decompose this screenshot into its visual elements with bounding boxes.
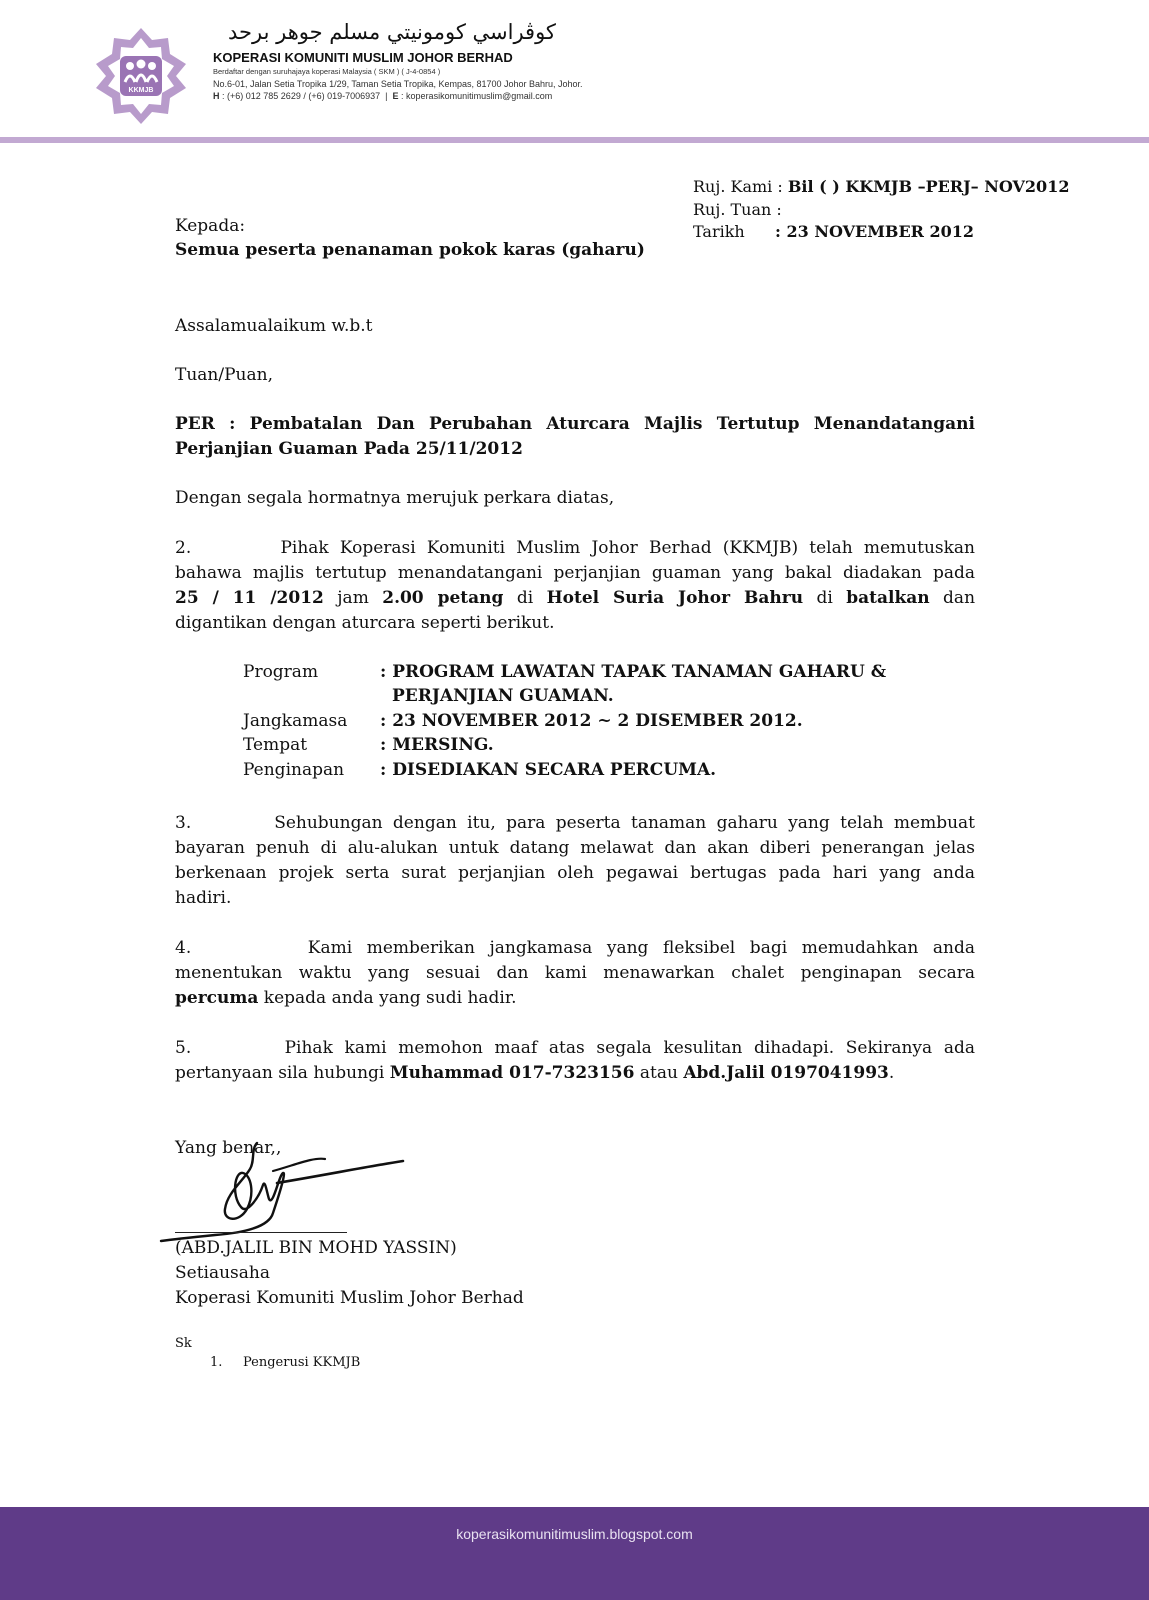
phone-numbers: : (+6) 012 785 2629 / (+6) 019-7006937 xyxy=(222,91,381,101)
meeting-venue: Hotel Suria Johor Bahru xyxy=(546,588,804,608)
para3-line-2: bayaran penuh di alu-alukan untuk datang melawat dan akan diberi penerangan jelas xyxy=(175,838,975,858)
word-di: di xyxy=(516,588,534,608)
svg-text:KKMJB: KKMJB xyxy=(128,87,154,94)
ref-ruj-tuan xyxy=(693,200,782,219)
cc-item-number: 1. xyxy=(210,1355,223,1370)
ruj-kami-value: Bil ( ) KKMJB –PERJ– NOV2012 xyxy=(787,177,1070,196)
email-label: E xyxy=(392,91,399,101)
word-dan: dan xyxy=(943,588,976,608)
tarikh-value: : 23 NOVEMBER 2012 xyxy=(775,222,975,241)
tarikh-label: Tarikh xyxy=(693,222,745,241)
subject-line-1: PER : Pembatalan Dan Perubahan Aturcara Majlis Tertutup Menandatangani xyxy=(175,414,975,434)
word-jam: jam xyxy=(337,588,369,608)
org-name-jawi: كوڤراسي كومونيتي مسلم جوهر برحد xyxy=(228,20,556,44)
signature-line xyxy=(175,1232,347,1233)
contact-line xyxy=(213,91,552,101)
footer-band xyxy=(0,1507,1149,1600)
schedule-value-tempat: : MERSING. xyxy=(380,735,494,755)
header-divider xyxy=(0,137,1149,143)
meeting-time: 2.00 petang xyxy=(382,588,504,608)
ruj-tuan-label: Ruj. Tuan : xyxy=(693,200,782,219)
kkmjb-logo xyxy=(92,26,190,126)
yang-benar: Yang benar,, xyxy=(175,1138,282,1158)
schedule-label-penginapan: Penginapan xyxy=(243,760,345,780)
greeting: Assalamualaikum w.b.t xyxy=(175,316,373,336)
signatory-name: (ABD.JALIL BIN MOHD YASSIN) xyxy=(175,1238,457,1258)
salutation: Tuan/Puan, xyxy=(175,365,273,385)
contact-muhammad: Muhammad 017-7323156 xyxy=(389,1063,635,1083)
percuma-word: percuma xyxy=(175,988,259,1008)
ruj-kami-label: Ruj. Kami : xyxy=(693,177,783,196)
ref-tarikh xyxy=(693,222,975,241)
para3-line-4: hadiri. xyxy=(175,888,232,908)
schedule-label-tempat: Tempat xyxy=(243,735,308,755)
meeting-date: 25 / 11 /2012 xyxy=(175,588,324,608)
schedule-value-program: : PROGRAM LAWATAN TAPAK TANAMAN GAHARU & xyxy=(380,662,887,682)
para4-line-2: menentukan waktu yang sesuai dan kami menawarkan chalet penginapan secara xyxy=(175,963,975,983)
opening-line: Dengan segala hormatnya merujuk perkara diatas, xyxy=(175,488,615,508)
contact-separator: | xyxy=(385,91,388,101)
registration-line: Berdaftar dengan suruhajaya koperasi Malaysia ( SKM ) ( J-4-0854 ) xyxy=(213,67,441,76)
schedule-value-program-2: PERJANJIAN GUAMAN. xyxy=(392,686,614,706)
schedule-value-penginapan: : DISEDIAKAN SECARA PERCUMA. xyxy=(380,760,717,780)
schedule-value-jangkamasa: : 23 NOVEMBER 2012 ~ 2 DISEMBER 2012. xyxy=(380,711,803,731)
contact-abd-jalil: Abd.Jalil 0197041993 xyxy=(683,1063,889,1083)
signatory-title: Setiausaha xyxy=(175,1263,271,1283)
subject-line-2: Perjanjian Guaman Pada 25/11/2012 xyxy=(175,439,523,459)
schedule-label-program: Program xyxy=(243,662,319,682)
address-line: No.6-01, Jalan Setia Tropika 1/29, Taman Setia Tropika, Kempas, 81700 Johor Bahru, Johor. xyxy=(213,79,583,89)
para2-line-1: 2. Pihak Koperasi Komuniti Muslim Johor Berhad (KKMJB) telah memutuskan xyxy=(175,538,975,558)
phone-label: H xyxy=(213,91,220,101)
signature xyxy=(155,1135,415,1245)
para4-line-3 xyxy=(175,986,517,1011)
para2-line-4: digantikan dengan aturcara seperti berikut. xyxy=(175,613,555,633)
para5-period: . xyxy=(888,1063,895,1083)
para2-line-3 xyxy=(175,586,975,611)
para5-line-1: 5. Pihak kami memohon maaf atas segala kesulitan dihadapi. Sekiranya ada xyxy=(175,1038,975,1058)
para5-lead: pertanyaan sila hubungi xyxy=(175,1063,385,1083)
para3-line-1: 3. Sehubungan dengan itu, para peserta tanaman gaharu yang telah membuat xyxy=(175,813,975,833)
para3-line-3: berkenaan projek serta surat perjanjian oleh pegawai bertugas pada hari yang anda xyxy=(175,863,975,883)
cc-label: Sk xyxy=(175,1336,192,1351)
org-name: KOPERASI KOMUNITI MUSLIM JOHOR BERHAD xyxy=(213,50,513,65)
para4-line-1: 4. Kami memberikan jangkamasa yang fleksibel bagi memudahkan anda xyxy=(175,938,975,958)
ref-ruj-kami xyxy=(693,177,1069,196)
para5-line-2 xyxy=(175,1061,894,1086)
signatory-org: Koperasi Komuniti Muslim Johor Berhad xyxy=(175,1288,524,1308)
para4-line-3-rest: kepada anda yang sudi hadir. xyxy=(263,988,517,1008)
email-address: : koperasikomunitimuslim@gmail.com xyxy=(401,91,553,101)
cancelled-word: batalkan xyxy=(846,588,930,608)
schedule-label-jangkamasa: Jangkamasa xyxy=(243,711,348,731)
footer-blog-url: koperasikomunitimuslim.blogspot.com xyxy=(456,1526,693,1542)
para2-line-2: bahawa majlis tertutup menandatangani perjanjian guaman yang bakal diadakan pada xyxy=(175,563,975,583)
recipient-name: Semua peserta penanaman pokok karas (gaharu) xyxy=(175,240,645,260)
word-atau: atau xyxy=(639,1063,678,1083)
word-di-2: di xyxy=(816,588,833,608)
kepada-label: Kepada: xyxy=(175,216,246,236)
cc-item-text: Pengerusi KKMJB xyxy=(243,1355,361,1370)
